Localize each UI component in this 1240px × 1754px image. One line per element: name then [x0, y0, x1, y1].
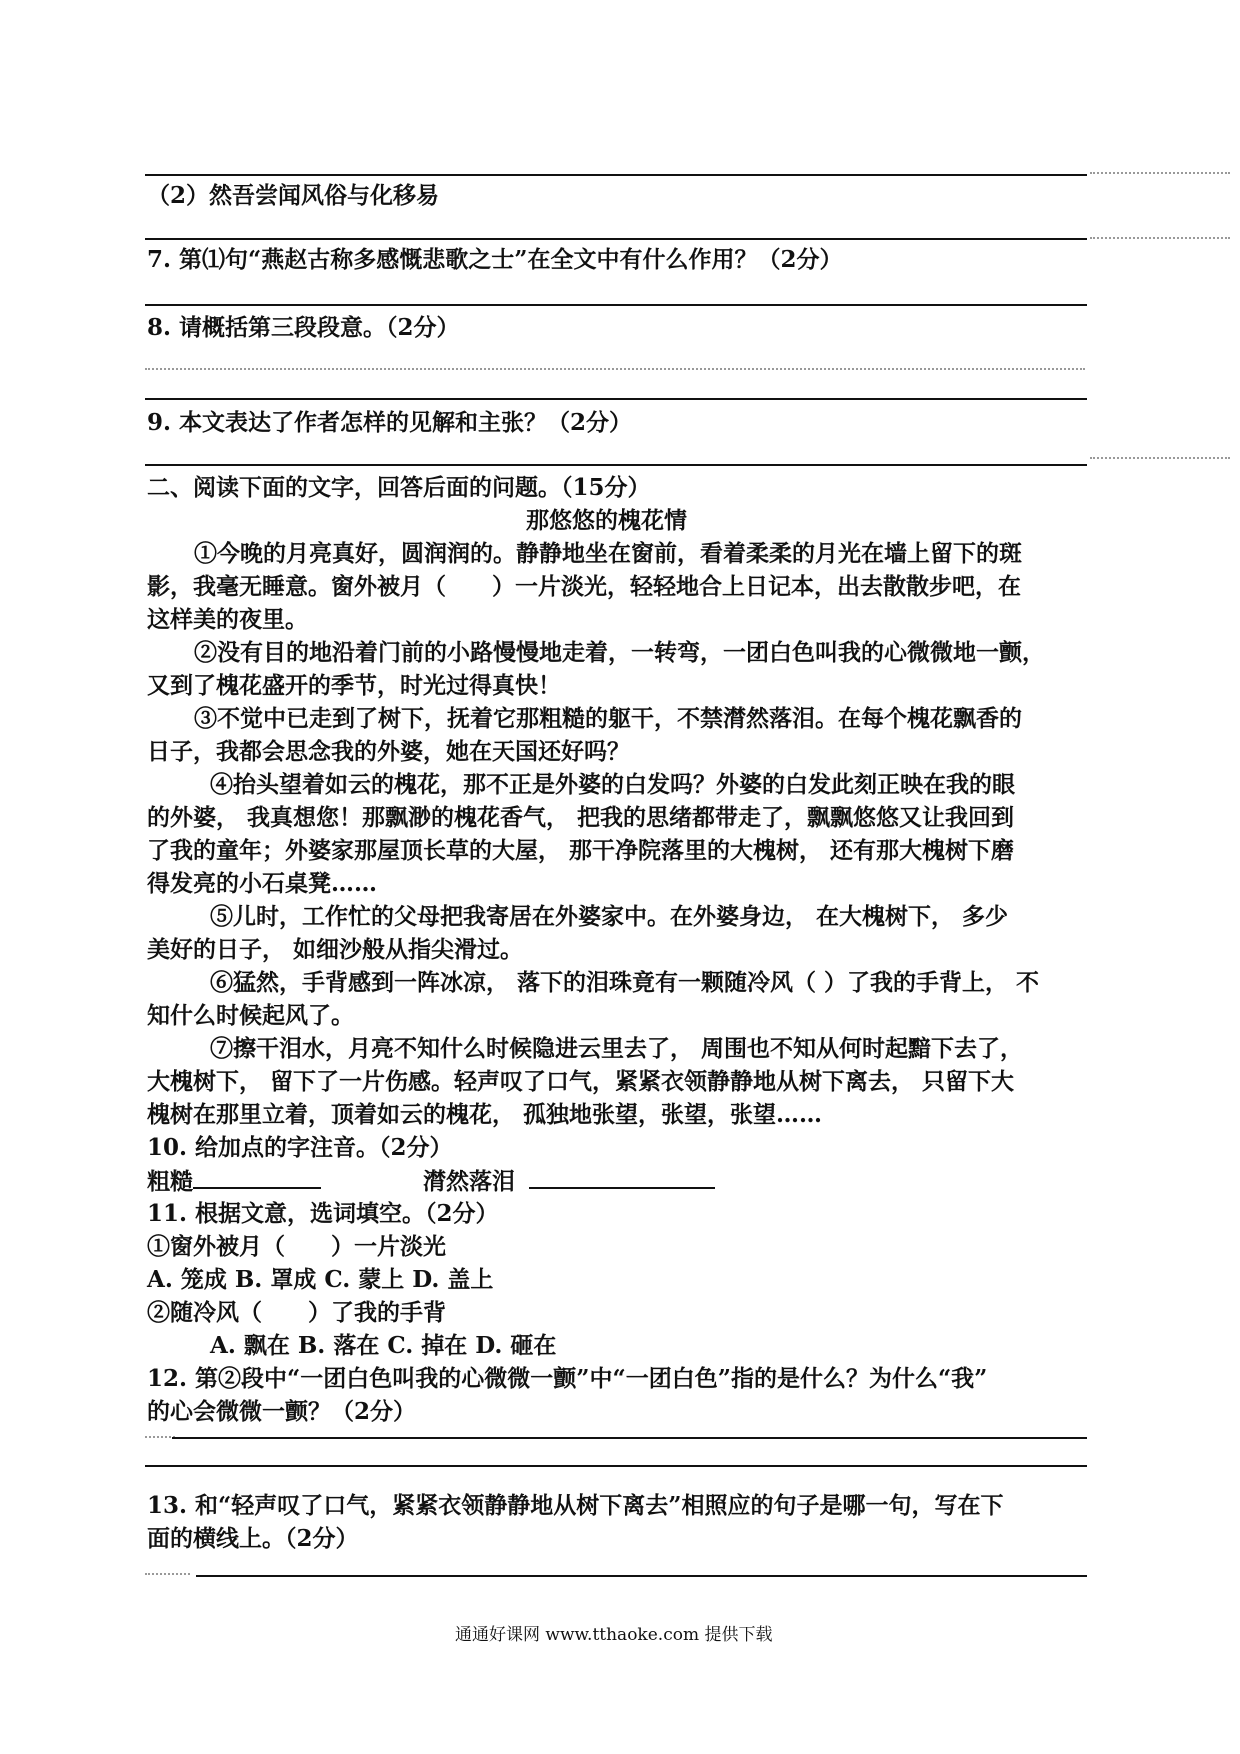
question-11: 11. 根据文意，选词填空。（2分） — [147, 1200, 499, 1227]
paragraph-line: 的外婆， 我真想您！那飘渺的槐花香气， 把我的思绪都带走了，飘飘悠悠又让我回到 — [147, 804, 1015, 831]
paragraph-line: ④抬头望着如云的槐花，那不正是外婆的白发吗？外婆的白发此刻正映在我的眼 — [210, 771, 1015, 798]
answer-line — [145, 398, 1087, 400]
answer-line — [145, 464, 1087, 466]
paragraph-line: ②没有目的地沿着门前的小路慢慢地走着，一转弯，一团白色叫我的心微微地一颤， — [194, 639, 1045, 666]
passage-title: 那悠悠的槐花情 — [526, 507, 687, 534]
paragraph-line: 又到了槐花盛开的季节，时光过得真快！ — [147, 672, 561, 699]
paragraph-line: ⑦擦干泪水，月亮不知什么时候隐进云里去了， 周围也不知从何时起黯下去了， — [210, 1035, 1024, 1062]
paragraph-line: 知什么时候起风了。 — [147, 1002, 354, 1029]
question-12-line-1: 12. 第②段中“一团白色叫我的心微微一颤”中“一团白色”指的是什么？为什么“我” — [147, 1365, 988, 1392]
answer-line — [145, 238, 1087, 240]
dotted-rule — [145, 1436, 175, 1438]
q10-word: 粗糙 — [147, 1168, 193, 1195]
paragraph-line: 影，我毫无睡意。窗外被月（ ）一片淡光，轻轻地合上日记本，出去散散步吧，在 — [147, 573, 1021, 600]
question-13-line-1: 13. 和“轻声叹了口气，紧紧衣领静静地从树下离去”相照应的句子是哪一句，写在下 — [147, 1492, 1004, 1519]
answer-line[interactable] — [196, 1575, 1087, 1577]
dotted-rule — [1090, 237, 1230, 239]
q11-a-options: A. 笼成 B. 罩成 C. 蒙上 D. 盖上 — [147, 1266, 494, 1293]
dotted-rule — [145, 368, 1085, 370]
paragraph-line: 槐树在那里立着，顶着如云的槐花， 孤独地张望，张望，张望…… — [147, 1101, 823, 1128]
answer-blank[interactable] — [529, 1165, 715, 1189]
q10-word: 潸然落泪 — [423, 1168, 515, 1195]
paragraph-line: ⑤儿时，工作忙的父母把我寄居在外婆家中。在外婆身边， 在大槐树下， 多少 — [210, 903, 1009, 930]
paragraph-line: ①今晚的月亮真好，圆润润的。静静地坐在窗前，看着柔柔的月光在墙上留下的斑 — [194, 540, 1022, 567]
paragraph-line: 了我的童年；外婆家那屋顶长草的大屋， 那干净院落里的大槐树， 还有那大槐树下磨 — [147, 837, 1015, 864]
page-footer: 通通好课网 www.tthaoke.com 提供下载 — [455, 1625, 773, 1645]
q11-b-options: A. 飘在 B. 落在 C. 掉在 D. 砸在 — [210, 1332, 557, 1359]
answer-blank[interactable] — [193, 1165, 321, 1189]
paragraph-line: 得发亮的小石桌凳…… — [147, 870, 377, 897]
answer-line[interactable] — [172, 1437, 1087, 1439]
question-10: 10. 给加点的字注音。（2分） — [147, 1134, 453, 1161]
section-heading: 二、阅读下面的文字，回答后面的问题。（15分） — [147, 474, 651, 501]
question-9: 9. 本文表达了作者怎样的见解和主张？（2分） — [147, 409, 633, 436]
q10-item-1 — [147, 1165, 321, 1198]
question-13-line-2: 面的横线上。（2分） — [147, 1525, 359, 1552]
paragraph-line: 大槐树下， 留下了一片伤感。轻声叹了口气，紧紧衣领静静地从树下离去， 只留下大 — [147, 1068, 1015, 1095]
dotted-rule — [1090, 457, 1230, 459]
question-6-2: （2）然吾尝闻风俗与化移易 — [147, 182, 440, 209]
answer-line[interactable] — [145, 1465, 1087, 1467]
answer-line — [145, 304, 1087, 306]
q10-item-2 — [423, 1165, 715, 1198]
paragraph-line: 美好的日子， 如细沙般从指尖滑过。 — [147, 936, 524, 963]
q11-b: ②随冷风（ ）了我的手背 — [147, 1299, 446, 1326]
question-12-line-2: 的心会微微一颤？（2分） — [147, 1398, 417, 1425]
dotted-rule — [145, 1573, 190, 1575]
q11-a: ①窗外被月（ ）一片淡光 — [147, 1233, 446, 1260]
dotted-rule — [1090, 172, 1230, 174]
paragraph-line: 日子，我都会思念我的外婆，她在天国还好吗？ — [147, 738, 630, 765]
answer-line — [145, 174, 1087, 176]
question-7: 7. 第⑴句“燕赵古称多感慨悲歌之士”在全文中有什么作用？（2分） — [147, 246, 843, 273]
paragraph-line: 这样美的夜里。 — [147, 606, 308, 633]
paragraph-line: ③不觉中已走到了树下，抚着它那粗糙的躯干，不禁潸然落泪。在每个槐花飘香的 — [194, 705, 1022, 732]
question-8: 8. 请概括第三段段意。（2分） — [147, 314, 460, 341]
paragraph-line: ⑥猛然，手背感到一阵冰凉， 落下的泪珠竟有一颗随冷风（ ）了我的手背上， 不 — [210, 969, 1040, 996]
